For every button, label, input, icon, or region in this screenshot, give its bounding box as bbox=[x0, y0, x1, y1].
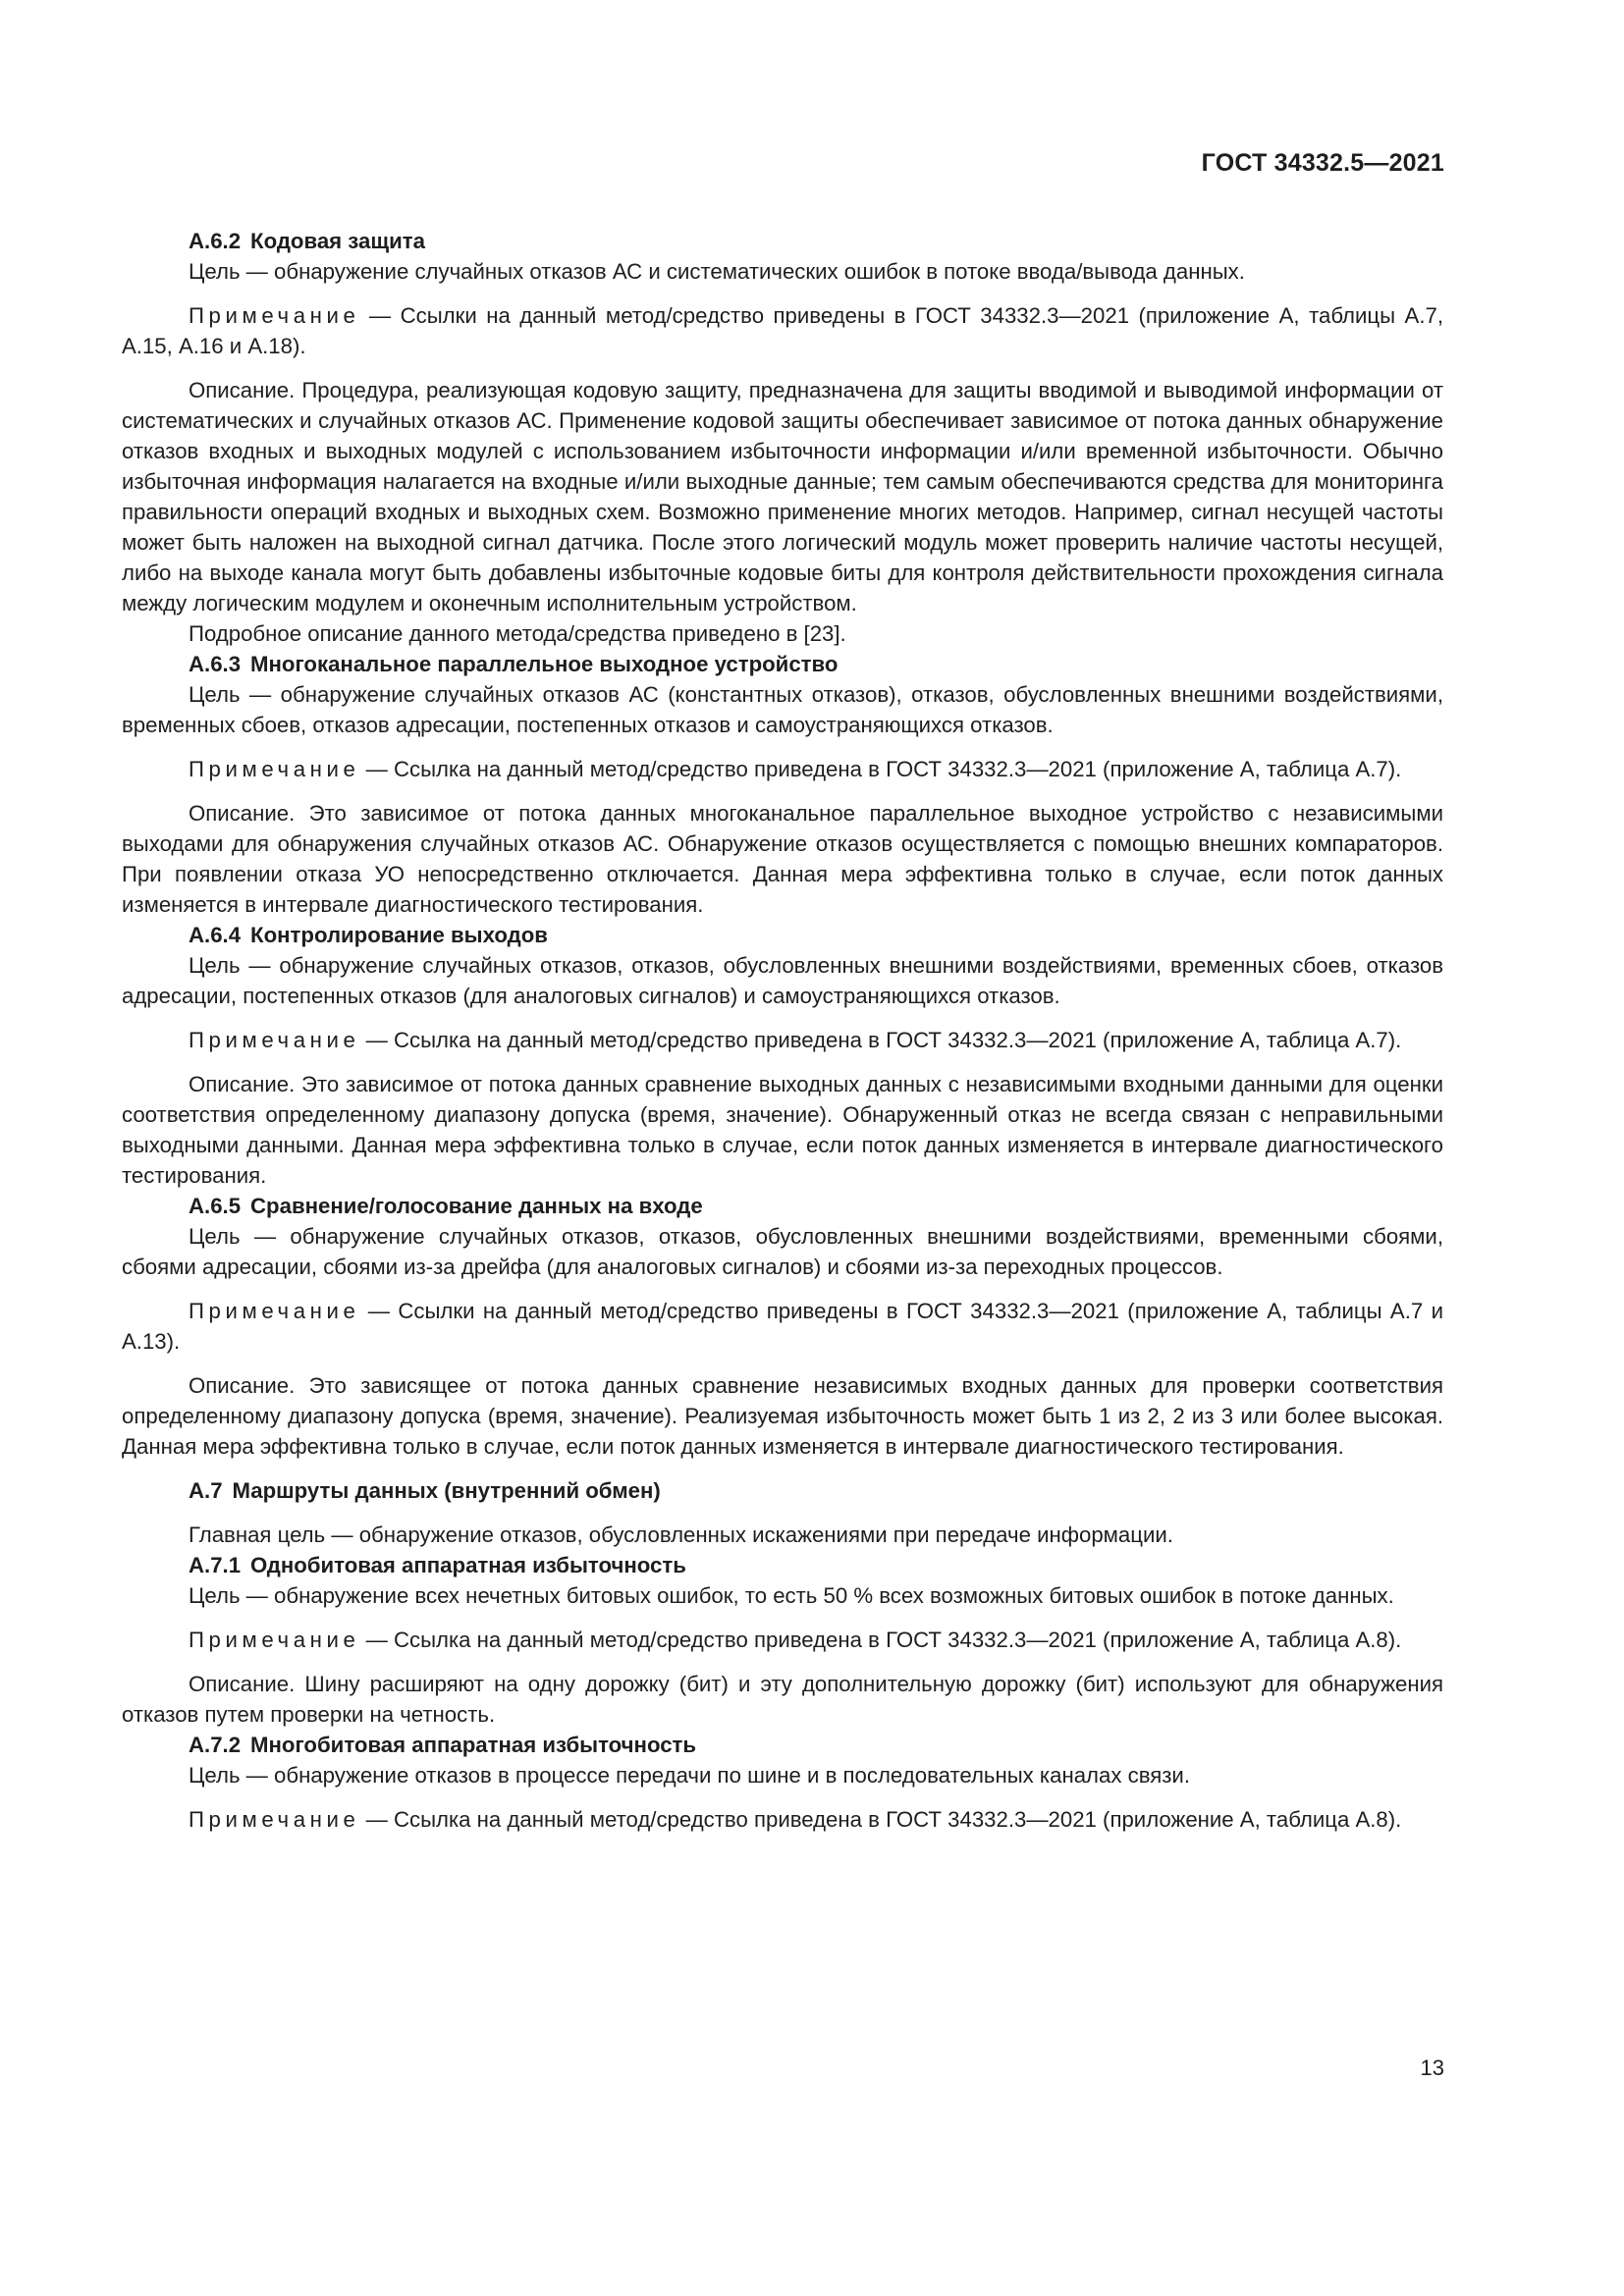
section-number: А.7.1 bbox=[189, 1553, 242, 1577]
note-label: Примечание bbox=[189, 1628, 360, 1652]
note-paragraph bbox=[122, 754, 1443, 784]
body-paragraph: Описание. Процедура, реализующая кодовую защиту, предназначена для защиты вводимой и выводимой информации от систематических и случайных отказов АС. Применение кодовой защиты обеспечивает зависимое от потока данных обнаружение отказов входных и выходных модулей с использованием избыточности информации и/или временной избыточности. Обычно избыточная информация налагается на входные и/или выходные данные; тем самым обеспечиваются средства для мониторинга правильности операций входных и выходных схем. Возможно применение многих методов. Например, сигнал несущей частоты может быть наложен на выходной сигнал датчика. После этого логический модуль может проверить наличие частоты несущей, либо на выходе канала могут быть добавлены избыточные кодовые биты для контроля действительности прохождения сигнала между логическим модулем и оконечным исполнительным устройством. bbox=[122, 378, 1443, 615]
page-number: 13 bbox=[1420, 2056, 1444, 2080]
body-paragraph: Цель — обнаружение случайных отказов АС и систематических ошибок в потоке ввода/вывода данных. bbox=[189, 259, 1245, 284]
note-paragraph bbox=[122, 300, 1443, 361]
section-title: Контролирование выходов bbox=[250, 923, 548, 947]
section-number: А.6.4 bbox=[189, 923, 242, 947]
section-title: Однобитовая аппаратная избыточность bbox=[250, 1553, 686, 1577]
section-heading bbox=[122, 226, 1443, 256]
note-paragraph bbox=[122, 1804, 1443, 1835]
note-label: Примечание bbox=[189, 1028, 360, 1052]
body-paragraph: Цель — обнаружение всех нечетных битовых ошибок, то есть 50 % всех возможных битовых ошибок в потоке данных. bbox=[189, 1583, 1394, 1608]
body-paragraph: Описание. Это зависимое от потока данных сравнение выходных данных с независимыми входными данными для оценки соответствия определенному диапазону допуска (время, значение). Обнаруженный отказ не всегда связан с неправильными выходными данными. Данная мера эффективна только в случае, если поток данных изменяется в интервале диагностического тестирования. bbox=[122, 1072, 1443, 1188]
note-label: Примечание bbox=[189, 303, 360, 328]
section-title: Многобитовая аппаратная избыточность bbox=[250, 1733, 697, 1757]
note-paragraph bbox=[122, 1625, 1443, 1655]
section-heading bbox=[122, 1550, 1443, 1580]
note-text: — Ссылка на данный метод/средство приведена в ГОСТ 34332.3—2021 (приложение А, таблица А.8). bbox=[359, 1628, 1402, 1652]
note-label: Примечание bbox=[189, 1299, 360, 1323]
section-number: А.6.3 bbox=[189, 652, 242, 676]
section-number: А.7.2 bbox=[189, 1733, 242, 1757]
note-paragraph bbox=[122, 1025, 1443, 1055]
section-heading bbox=[122, 1191, 1443, 1221]
body-paragraph: Цель — обнаружение случайных отказов, отказов, обусловленных внешними воздействиями, временных сбоев, отказов адресации, постепенных отказов (для аналоговых сигналов) и самоустраняющихся отказов. bbox=[122, 953, 1443, 1008]
section-number: А.6.2 bbox=[189, 229, 242, 253]
section-number: А.6.5 bbox=[189, 1194, 242, 1218]
body-paragraph: Описание. Это зависящее от потока данных сравнение независимых входных данных для проверки соответствия определенному диапазону допуска (время, значение). Реализуемая избыточность может быть 1 из 2, 2 из 3 или более высокая. Данная мера эффективна только в случае, если поток данных изменяется в интервале диагностического тестирования. bbox=[122, 1373, 1443, 1459]
document-code-header: ГОСТ 34332.5—2021 bbox=[1201, 149, 1444, 177]
note-text: — Ссылка на данный метод/средство приведена в ГОСТ 34332.3—2021 (приложение А, таблица А.8). bbox=[359, 1807, 1402, 1832]
note-paragraph bbox=[122, 1296, 1443, 1357]
section-title: Маршруты данных (внутренний обмен) bbox=[232, 1478, 661, 1503]
body-paragraph: Цель — обнаружение отказов в процессе передачи по шине и в последовательных каналах связи. bbox=[189, 1763, 1190, 1788]
section-heading bbox=[122, 920, 1443, 950]
note-text: — Ссылки на данный метод/средство приведены в ГОСТ 34332.3—2021 (приложение А, таблицы А.7, А.15, А.16 и А.18). bbox=[122, 303, 1443, 358]
section-title: Многоканальное параллельное выходное устройство bbox=[250, 652, 839, 676]
note-text: — Ссылка на данный метод/средство приведена в ГОСТ 34332.3—2021 (приложение А, таблица А.7). bbox=[359, 757, 1402, 781]
document-body bbox=[122, 226, 1443, 1835]
section-title: Сравнение/голосование данных на входе bbox=[250, 1194, 703, 1218]
body-paragraph: Главная цель — обнаружение отказов, обусловленных искажениями при передаче информации. bbox=[189, 1522, 1173, 1547]
section-number: А.7 bbox=[189, 1478, 223, 1503]
body-paragraph: Цель — обнаружение случайных отказов АС (константных отказов), отказов, обусловленных внешними воздействиями, временных сбоев, отказов адресации, постепенных отказов и самоустраняющихся отказов. bbox=[122, 682, 1443, 737]
body-paragraph: Подробное описание данного метода/средства приведено в [23]. bbox=[189, 621, 846, 646]
note-text: — Ссылки на данный метод/средство приведены в ГОСТ 34332.3—2021 (приложение А, таблицы А.7 и А.13). bbox=[122, 1299, 1443, 1354]
note-label: Примечание bbox=[189, 1807, 360, 1832]
section-heading bbox=[122, 1475, 1443, 1506]
note-text: — Ссылка на данный метод/средство приведена в ГОСТ 34332.3—2021 (приложение А, таблица А.7). bbox=[359, 1028, 1402, 1052]
body-paragraph: Описание. Это зависимое от потока данных многоканальное параллельное выходное устройство с независимыми выходами для обнаружения случайных отказов АС. Обнаружение отказов осуществляется с помощью внешних компараторов. При появлении отказа УО непосредственно отключается. Данная мера эффективна только в случае, если поток данных изменяется в интервале диагностического тестирования. bbox=[122, 801, 1443, 917]
section-heading bbox=[122, 1730, 1443, 1760]
section-title: Кодовая защита bbox=[250, 229, 425, 253]
note-label: Примечание bbox=[189, 757, 360, 781]
body-paragraph: Цель — обнаружение случайных отказов, отказов, обусловленных внешними воздействиями, временными сбоями, сбоями адресации, сбоями из-за дрейфа (для аналоговых сигналов) и сбоями из-за переходных процессов. bbox=[122, 1224, 1443, 1279]
section-heading bbox=[122, 649, 1443, 679]
body-paragraph: Описание. Шину расширяют на одну дорожку (бит) и эту дополнительную дорожку (бит) используют для обнаружения отказов путем проверки на четность. bbox=[122, 1672, 1443, 1727]
